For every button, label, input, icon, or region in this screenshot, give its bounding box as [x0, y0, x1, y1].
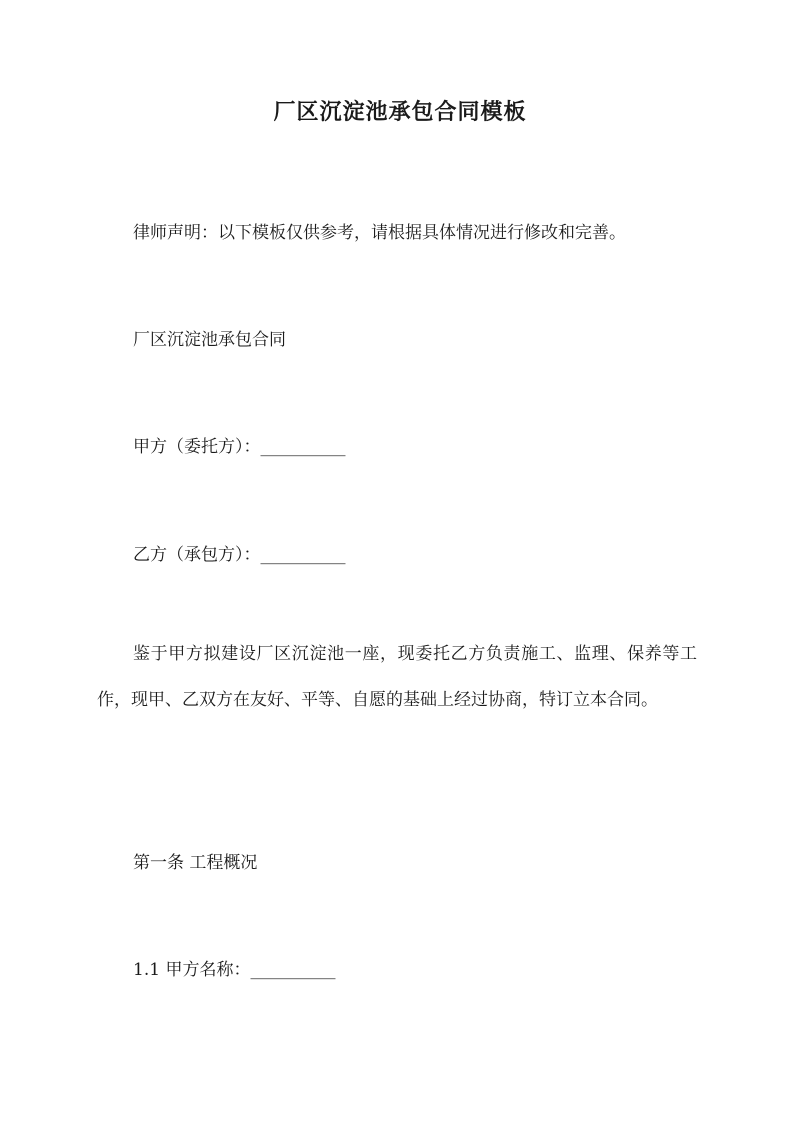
contract-name: 厂区沉淀池承包合同 [133, 330, 286, 350]
party-a-line: 甲方（委托方）：__________ [133, 437, 346, 457]
party-b-line: 乙方（承包方）：__________ [133, 545, 346, 565]
preamble-paragraph: 鉴于甲方拟建设厂区沉淀池一座，现委托乙方负责施工、监理、保养等工作，现甲、乙双方在友好、平等、自愿的基础上经过协商，特订立本合同。 [97, 644, 697, 710]
document-title: 厂区沉淀池承包合同模板 [273, 99, 527, 125]
clause-1-1: 1.1 甲方名称：__________ [133, 960, 336, 980]
article-1-heading: 第一条 工程概况 [133, 853, 258, 873]
disclaimer-text: 律师声明：以下模板仅供参考，请根据具体情况进行修改和完善。 [133, 223, 626, 243]
